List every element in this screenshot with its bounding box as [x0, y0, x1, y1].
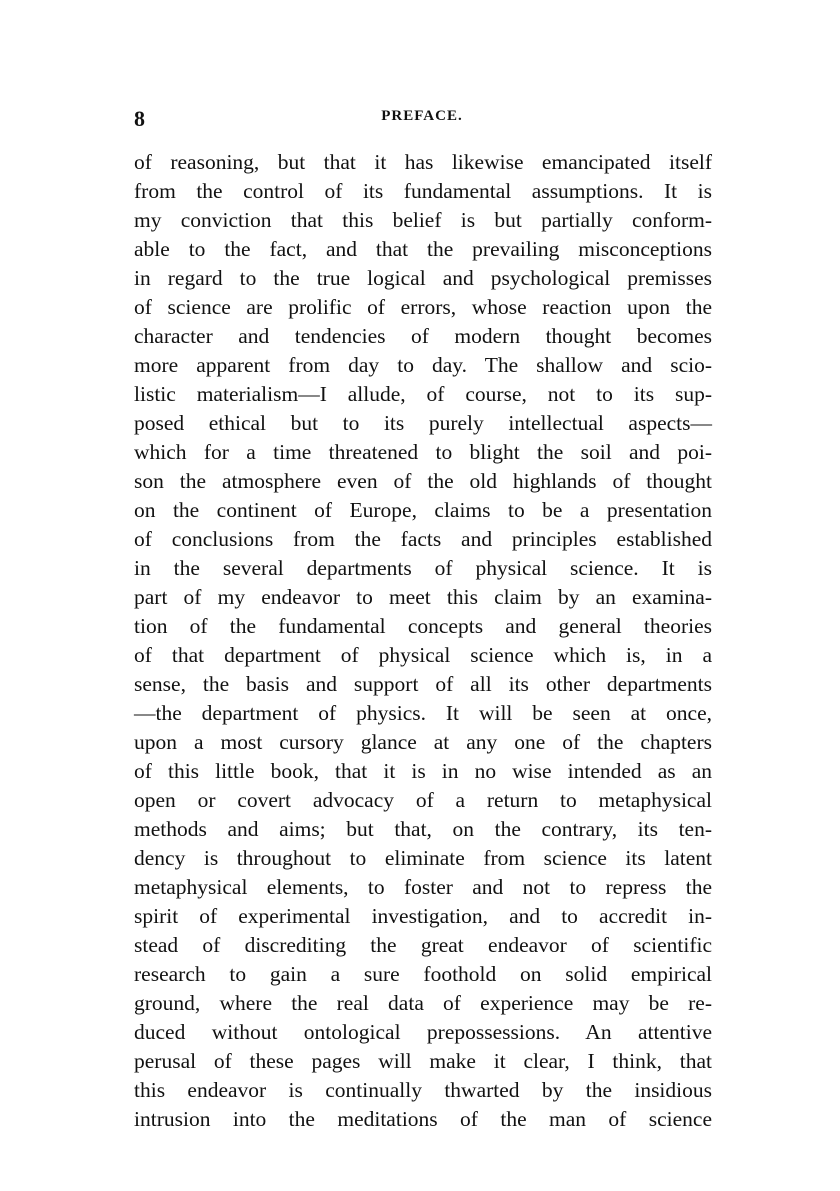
- text-line: listic materialism—I allude, of course, not to its sup-: [134, 382, 712, 406]
- text-line: of that department of physical science which is, in a: [134, 643, 712, 667]
- text-line: from the control of its fundamental assumptions. It is: [134, 179, 712, 203]
- text-line: of this little book, that it is in no wise intended as an: [134, 759, 712, 783]
- text-line: in regard to the true logical and psychological premisses: [134, 266, 712, 290]
- page-number: 8: [134, 106, 145, 131]
- text-line: duced without ontological prepossessions. An attentive: [134, 1020, 712, 1044]
- text-line: of conclusions from the facts and principles established: [134, 527, 712, 551]
- text-line: sense, the basis and support of all its other departments: [134, 672, 712, 696]
- text-line: more apparent from day to day. The shallow and scio-: [134, 353, 712, 377]
- text-line: stead of discrediting the great endeavor of scientific: [134, 933, 712, 957]
- text-line: open or covert advocacy of a return to metaphysical: [134, 788, 712, 812]
- text-line: methods and aims; but that, on the contrary, its ten-: [134, 817, 712, 841]
- text-line: of reasoning, but that it has likewise emancipated itself: [134, 150, 712, 174]
- text-line: my conviction that this belief is but partially conform-: [134, 208, 712, 232]
- text-line: —the department of physics. It will be seen at once,: [134, 701, 712, 725]
- running-title: PREFACE.: [381, 108, 463, 124]
- text-line: tion of the fundamental concepts and general theories: [134, 614, 712, 638]
- text-line: on the continent of Europe, claims to be a presentation: [134, 498, 712, 522]
- text-line: posed ethical but to its purely intellectual aspects—: [134, 411, 712, 435]
- text-line: ground, where the real data of experience may be re-: [134, 991, 712, 1015]
- text-line: spirit of experimental investigation, and to accredit in-: [134, 904, 712, 928]
- page-header: [134, 104, 710, 134]
- text-line: which for a time threatened to blight the soil and poi-: [134, 440, 712, 464]
- text-line: metaphysical elements, to foster and not to repress the: [134, 875, 712, 899]
- text-line: research to gain a sure foothold on solid empirical: [134, 962, 712, 986]
- text-line: of science are prolific of errors, whose reaction upon the: [134, 295, 712, 319]
- text-line: in the several departments of physical science. It is: [134, 556, 712, 580]
- text-line: intrusion into the meditations of the man of science: [134, 1107, 712, 1131]
- text-line: character and tendencies of modern thought becomes: [134, 324, 712, 348]
- text-line: part of my endeavor to meet this claim by an examina-: [134, 585, 712, 609]
- text-line: upon a most cursory glance at any one of the chapters: [134, 730, 712, 754]
- text-line: perusal of these pages will make it clear, I think, that: [134, 1049, 712, 1073]
- text-line: this endeavor is continually thwarted by the insidious: [134, 1078, 712, 1102]
- text-line: dency is throughout to eliminate from science its latent: [134, 846, 712, 870]
- text-line: able to the fact, and that the prevailing misconceptions: [134, 237, 712, 261]
- text-line: son the atmosphere even of the old highlands of thought: [134, 469, 712, 493]
- body-text: [134, 148, 712, 1134]
